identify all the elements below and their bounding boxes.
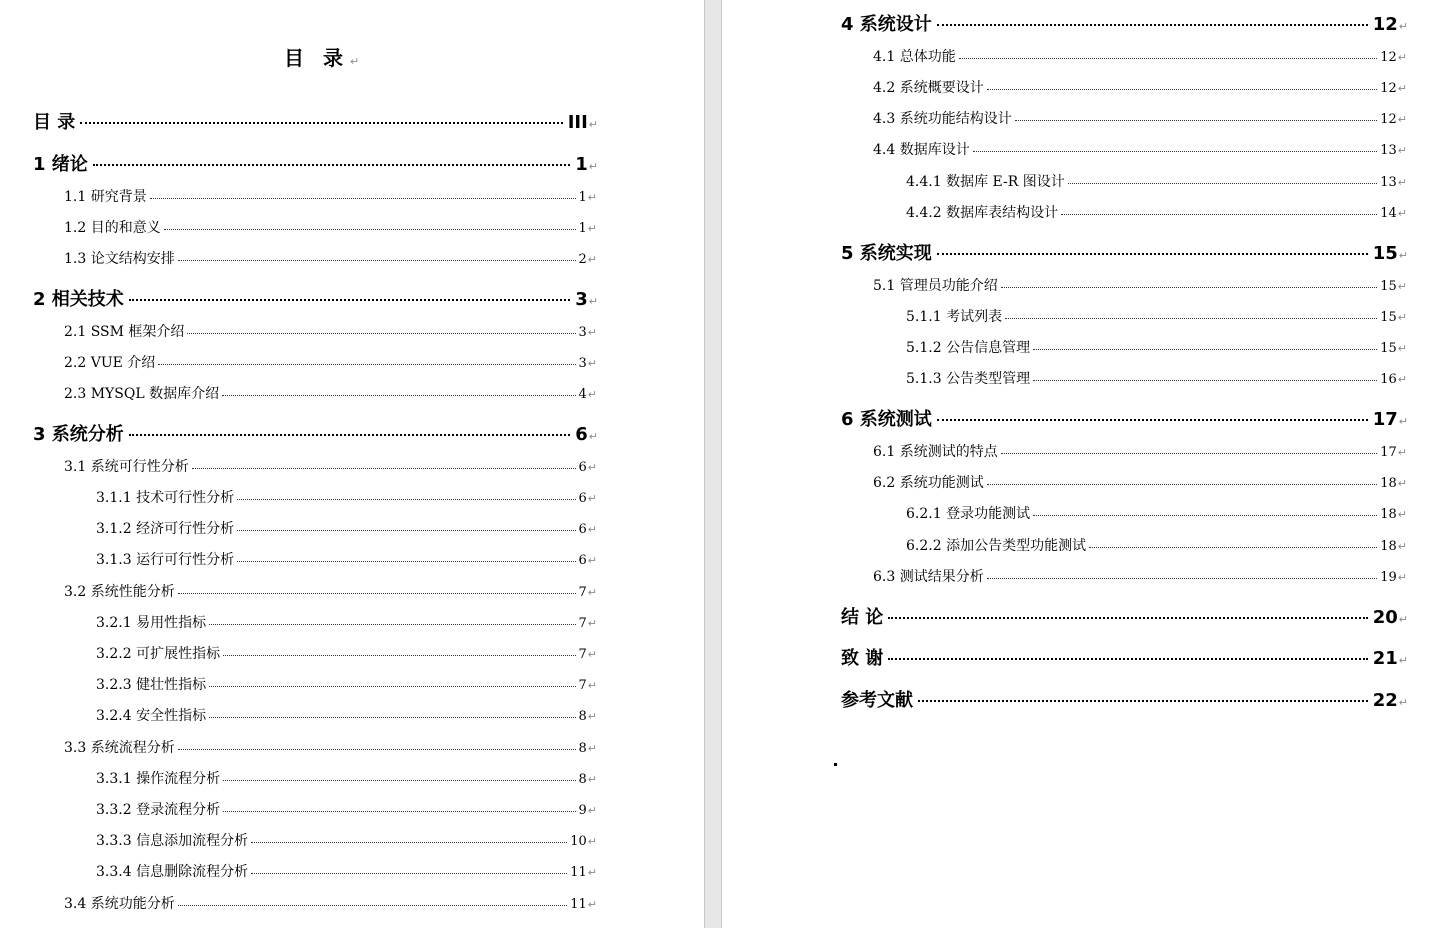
toc-entry[interactable] <box>873 77 1407 97</box>
paragraph-mark-icon: ↵ <box>587 253 597 266</box>
toc-entry-label: 1 绪论 <box>33 154 88 175</box>
paragraph-mark-icon: ↵ <box>1397 113 1407 126</box>
toc-entry-label: 3.1.3 运行可行性分析 <box>96 552 235 568</box>
toc-page-number: 3 <box>578 325 587 340</box>
toc-page-number: 6 <box>578 491 587 506</box>
dot-leader <box>164 229 576 230</box>
toc-entry[interactable] <box>64 383 597 403</box>
toc-entry[interactable] <box>64 248 597 268</box>
toc-entry-label: 4 系统设计 <box>841 14 932 35</box>
toc-entry[interactable] <box>96 830 597 850</box>
dot-leader <box>1061 214 1377 215</box>
toc-entry-label: 6.3 测试结果分析 <box>873 569 984 585</box>
toc-entry[interactable] <box>96 518 597 538</box>
toc-page-number: 17 <box>1372 409 1398 430</box>
toc-entry-label: 2.1 SSM 框架介绍 <box>64 324 185 340</box>
toc-entry-label: 3.2.2 可扩展性指标 <box>96 646 221 662</box>
toc-entry-label: 4.4.1 数据库 E-R 图设计 <box>906 174 1065 190</box>
toc-page-number: 16 <box>1380 372 1397 387</box>
paragraph-mark-icon: ↵ <box>587 586 597 599</box>
toc-page-number: 1 <box>575 154 588 175</box>
toc-entry[interactable] <box>906 171 1407 191</box>
dot-leader <box>937 24 1368 26</box>
toc-entry-label: 3.1.1 技术可行性分析 <box>96 490 235 506</box>
toc-page-number: 15 <box>1372 243 1398 264</box>
toc-entry-label: 3.1 系统可行性分析 <box>64 459 189 475</box>
toc-entry-label: 1.3 论文结构安排 <box>64 251 175 267</box>
paragraph-mark-icon: ↵ <box>1397 144 1407 157</box>
toc-page-number: 7 <box>578 647 587 662</box>
paragraph-mark-icon: ↵ <box>1398 249 1408 262</box>
dot-leader <box>150 198 576 199</box>
toc-entry-label: 3.3.4 信息删除流程分析 <box>96 864 249 880</box>
dot-leader <box>251 873 567 874</box>
dot-leader <box>209 686 575 687</box>
dot-leader <box>888 617 1367 619</box>
toc-entry[interactable] <box>96 705 597 725</box>
dot-leader <box>1033 515 1377 516</box>
paragraph-mark-icon: ↵ <box>1397 373 1407 386</box>
dot-leader <box>937 419 1368 421</box>
toc-entry-label: 4.1 总体功能 <box>873 49 956 65</box>
toc-page-number: 3 <box>575 289 588 310</box>
toc-entry[interactable] <box>33 150 598 176</box>
paragraph-mark-icon: ↵ <box>349 55 360 68</box>
paragraph-mark-icon: ↵ <box>1397 82 1407 95</box>
toc-page-number: 20 <box>1372 607 1398 628</box>
toc-entry-label: 4.2 系统概要设计 <box>873 80 984 96</box>
dot-leader <box>237 530 575 531</box>
paragraph-mark-icon: ↵ <box>587 554 597 567</box>
toc-entry[interactable] <box>906 306 1407 326</box>
paragraph-mark-icon: ↵ <box>1398 20 1408 33</box>
dot-leader <box>223 780 575 781</box>
dot-leader <box>222 395 575 396</box>
toc-page-number: 19 <box>1380 570 1397 585</box>
toc-entry[interactable] <box>906 202 1407 222</box>
dot-leader <box>1015 120 1378 121</box>
paragraph-mark-icon: ↵ <box>1398 613 1408 626</box>
paragraph-mark-icon: ↵ <box>1397 176 1407 189</box>
toc-entry[interactable] <box>906 337 1407 357</box>
paragraph-mark-icon: ↵ <box>1397 571 1407 584</box>
page-left <box>0 0 704 928</box>
toc-entry[interactable] <box>873 139 1407 159</box>
toc-entry-label: 5.1 管理员功能介绍 <box>873 278 998 294</box>
toc-entry-label: 致 谢 <box>841 648 884 669</box>
dot-leader <box>178 593 576 594</box>
toc-entry[interactable] <box>96 674 597 694</box>
paragraph-mark-icon: ↵ <box>587 835 597 848</box>
dot-leader <box>918 700 1368 702</box>
dot-leader <box>237 499 575 500</box>
toc-entry-label: 5.1.1 考试列表 <box>906 309 1003 325</box>
toc-entry-label: 4.3 系统功能结构设计 <box>873 111 1012 127</box>
toc-page-number: 12 <box>1372 14 1398 35</box>
paragraph-mark-icon: ↵ <box>587 648 597 661</box>
toc-entry-label: 5 系统实现 <box>841 243 932 264</box>
toc-page-number: 15 <box>1380 279 1397 294</box>
dot-leader <box>888 658 1367 660</box>
toc-entry-label: 3.2.4 安全性指标 <box>96 708 207 724</box>
dot-leader <box>209 717 575 718</box>
toc-entry-label: 6.1 系统测试的特点 <box>873 444 998 460</box>
toc-entry-label: 1.1 研究背景 <box>64 189 147 205</box>
toc-entry[interactable] <box>33 108 598 134</box>
toc-entry-label: 3.2.3 健壮性指标 <box>96 677 207 693</box>
paragraph-mark-icon: ↵ <box>587 804 597 817</box>
toc-page-number: 11 <box>570 897 587 912</box>
toc-page-number: 7 <box>578 678 587 693</box>
paragraph-mark-icon: ↵ <box>587 617 597 630</box>
toc-entry[interactable] <box>64 217 597 237</box>
paragraph-mark-icon: ↵ <box>588 430 598 443</box>
toc-page-number: 17 <box>1380 445 1397 460</box>
toc-entry[interactable] <box>873 472 1407 492</box>
dot-leader <box>1033 380 1377 381</box>
toc-entry-label: 3.2.1 易用性指标 <box>96 615 207 631</box>
paragraph-mark-icon: ↵ <box>587 326 597 339</box>
dot-leader <box>80 122 562 124</box>
paragraph-mark-icon: ↵ <box>1398 696 1408 709</box>
toc-page-number: 18 <box>1380 539 1397 554</box>
toc-entry[interactable] <box>96 487 597 507</box>
toc-page-number: 10 <box>570 834 587 849</box>
toc-entry-label: 参考文献 <box>841 690 913 711</box>
toc-entry[interactable] <box>906 368 1407 388</box>
dot-leader <box>223 655 575 656</box>
paragraph-mark-icon: ↵ <box>1397 51 1407 64</box>
paragraph-mark-icon: ↵ <box>1397 207 1407 220</box>
toc-page-number: 6 <box>578 522 587 537</box>
dot-leader <box>192 468 576 469</box>
toc-entry-label: 3 系统分析 <box>33 424 124 445</box>
toc-page-number: 12 <box>1380 50 1397 65</box>
toc-entry-label: 目 录 <box>33 112 76 133</box>
paragraph-mark-icon: ↵ <box>587 523 597 536</box>
toc-page-number: 15 <box>1380 310 1397 325</box>
toc-entry-label: 3.3.3 信息添加流程分析 <box>96 833 249 849</box>
toc-entry[interactable] <box>64 352 597 372</box>
toc-page-number: 18 <box>1380 476 1397 491</box>
toc-page-number: 22 <box>1372 690 1398 711</box>
toc-entry[interactable] <box>96 799 597 819</box>
toc-entry-label: 2 相关技术 <box>33 289 124 310</box>
dot-leader <box>1089 547 1377 548</box>
toc-page-number: III <box>567 112 588 133</box>
toc-entry-label: 6.2.1 登录功能测试 <box>906 506 1031 522</box>
paragraph-mark-icon: ↵ <box>1397 540 1407 553</box>
toc-entry[interactable] <box>96 612 597 632</box>
toc-entry-label: 5.1.3 公告类型管理 <box>906 371 1031 387</box>
toc-page-number: 4 <box>578 387 587 402</box>
dot-leader <box>987 89 1378 90</box>
toc-entry[interactable] <box>96 768 597 788</box>
toc-entry[interactable] <box>33 420 598 446</box>
toc-entry[interactable] <box>841 603 1408 629</box>
paragraph-mark-icon: ↵ <box>1397 477 1407 490</box>
anchor-mark-icon <box>834 763 837 766</box>
paragraph-mark-icon: ↵ <box>588 160 598 173</box>
toc-entry[interactable] <box>96 861 597 881</box>
toc-title-text: 目 录 <box>284 46 349 70</box>
dot-leader <box>93 164 570 166</box>
paragraph-mark-icon: ↵ <box>587 742 597 755</box>
dot-leader <box>937 253 1368 255</box>
toc-entry-label: 4.4 数据库设计 <box>873 142 970 158</box>
paragraph-mark-icon: ↵ <box>587 461 597 474</box>
toc-page-number: 12 <box>1380 81 1397 96</box>
toc-entry-label: 3.2 系统性能分析 <box>64 584 175 600</box>
dot-leader <box>158 364 575 365</box>
toc-entry-label: 3.3 系统流程分析 <box>64 740 175 756</box>
paragraph-mark-icon: ↵ <box>1397 508 1407 521</box>
page-gap <box>704 0 722 928</box>
toc-page-number: 12 <box>1380 112 1397 127</box>
page-right <box>722 0 1451 928</box>
dot-leader <box>223 811 575 812</box>
paragraph-mark-icon: ↵ <box>1397 446 1407 459</box>
toc-entry[interactable] <box>906 503 1407 523</box>
toc-page-number: 7 <box>578 585 587 600</box>
toc-page-number: 13 <box>1380 175 1397 190</box>
toc-entry-label: 3.3.2 登录流程分析 <box>96 802 221 818</box>
dot-leader <box>1001 453 1378 454</box>
toc-page-number: 15 <box>1380 341 1397 356</box>
toc-page-number: 3 <box>578 356 587 371</box>
paragraph-mark-icon: ↵ <box>587 388 597 401</box>
toc-entry-label: 6 系统测试 <box>841 409 932 430</box>
toc-page-number: 1 <box>578 190 587 205</box>
toc-page-number: 6 <box>578 553 587 568</box>
dot-leader <box>987 484 1378 485</box>
dot-leader <box>1068 183 1378 184</box>
toc-title <box>284 42 359 71</box>
toc-entry[interactable] <box>64 321 597 341</box>
toc-entry[interactable] <box>841 644 1408 670</box>
toc-entry[interactable] <box>841 405 1408 431</box>
dot-leader <box>187 333 575 334</box>
toc-entry[interactable] <box>873 108 1407 128</box>
toc-entry[interactable] <box>64 581 597 601</box>
paragraph-mark-icon: ↵ <box>587 492 597 505</box>
dot-leader <box>237 561 575 562</box>
dot-leader <box>178 905 568 906</box>
paragraph-mark-icon: ↵ <box>1397 311 1407 324</box>
toc-entry-label: 3.1.2 经济可行性分析 <box>96 521 235 537</box>
toc-entry[interactable] <box>906 535 1407 555</box>
toc-page-number: 7 <box>578 616 587 631</box>
toc-page-number: 6 <box>578 460 587 475</box>
paragraph-mark-icon: ↵ <box>588 295 598 308</box>
toc-entry[interactable] <box>64 893 597 913</box>
toc-entry[interactable] <box>873 275 1407 295</box>
paragraph-mark-icon: ↵ <box>587 679 597 692</box>
toc-page-number: 9 <box>578 803 587 818</box>
toc-page-number: 14 <box>1380 206 1397 221</box>
toc-page-number: 8 <box>578 741 587 756</box>
paragraph-mark-icon: ↵ <box>587 898 597 911</box>
toc-entry[interactable] <box>33 285 598 311</box>
toc-entry-label: 1.2 目的和意义 <box>64 220 161 236</box>
paragraph-mark-icon: ↵ <box>1398 654 1408 667</box>
toc-entry[interactable] <box>96 643 597 663</box>
dot-leader <box>251 842 567 843</box>
dot-leader <box>959 58 1378 59</box>
toc-entry-label: 6.2.2 添加公告类型功能测试 <box>906 538 1087 554</box>
toc-entry[interactable] <box>873 441 1407 461</box>
paragraph-mark-icon: ↵ <box>1397 280 1407 293</box>
dot-leader <box>973 151 1378 152</box>
paragraph-mark-icon: ↵ <box>587 191 597 204</box>
toc-entry[interactable] <box>841 239 1408 265</box>
toc-page-number: 1 <box>578 221 587 236</box>
toc-entry-label: 3.3.1 操作流程分析 <box>96 771 221 787</box>
paragraph-mark-icon: ↵ <box>588 118 598 131</box>
toc-entry-label: 5.1.2 公告信息管理 <box>906 340 1031 356</box>
paragraph-mark-icon: ↵ <box>587 222 597 235</box>
toc-entry-label: 6.2 系统功能测试 <box>873 475 984 491</box>
toc-page-number: 18 <box>1380 507 1397 522</box>
dot-leader <box>1005 318 1377 319</box>
toc-entry-label: 4.4.2 数据库表结构设计 <box>906 205 1059 221</box>
toc-entry[interactable] <box>873 46 1407 66</box>
toc-page-number: 21 <box>1372 648 1398 669</box>
toc-entry-label: 结 论 <box>841 607 884 628</box>
toc-page-number: 11 <box>570 865 587 880</box>
toc-entry[interactable] <box>841 686 1408 712</box>
toc-entry-label: 3.4 系统功能分析 <box>64 896 175 912</box>
dot-leader <box>1033 349 1377 350</box>
toc-page-number: 13 <box>1380 143 1397 158</box>
toc-entry[interactable] <box>873 566 1407 586</box>
toc-entry[interactable] <box>64 456 597 476</box>
paragraph-mark-icon: ↵ <box>587 357 597 370</box>
paragraph-mark-icon: ↵ <box>587 866 597 879</box>
paragraph-mark-icon: ↵ <box>587 773 597 786</box>
paragraph-mark-icon: ↵ <box>1397 342 1407 355</box>
toc-entry-label: 2.3 MYSQL 数据库介绍 <box>64 386 220 402</box>
dot-leader <box>209 624 575 625</box>
toc-entry[interactable] <box>841 10 1408 36</box>
paragraph-mark-icon: ↵ <box>587 710 597 723</box>
toc-entry[interactable] <box>64 737 597 757</box>
dot-leader <box>987 578 1378 579</box>
toc-page-number: 2 <box>578 252 587 267</box>
paragraph-mark-icon: ↵ <box>1398 415 1408 428</box>
toc-entry-label: 2.2 VUE 介绍 <box>64 355 156 371</box>
dot-leader <box>129 299 570 301</box>
toc-page-number: 8 <box>578 772 587 787</box>
toc-page-number: 6 <box>575 424 588 445</box>
toc-entry[interactable] <box>64 186 597 206</box>
dot-leader <box>1001 287 1378 288</box>
dot-leader <box>178 749 576 750</box>
dot-leader <box>129 434 570 436</box>
dot-leader <box>178 260 576 261</box>
toc-page-number: 8 <box>578 709 587 724</box>
toc-entry[interactable] <box>96 549 597 569</box>
